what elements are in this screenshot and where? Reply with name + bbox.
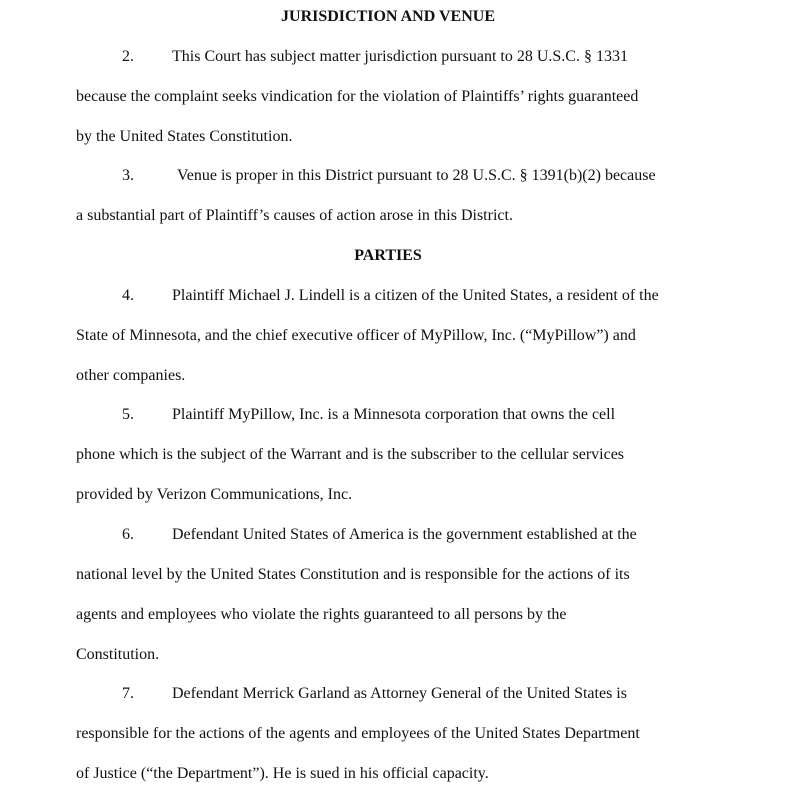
paragraph-2-line-1: This Court has subject matter jurisdiction pursuant to 28 U.S.C. § 1331 <box>172 48 628 65</box>
paragraph-number-5: 5. <box>122 406 134 423</box>
paragraph-4-line-1: Plaintiff Michael J. Lindell is a citizen of the United States, a resident of the <box>172 287 659 304</box>
section-heading-parties: PARTIES <box>354 247 422 264</box>
paragraph-number-6: 6. <box>122 526 134 543</box>
paragraph-6-line-4: Constitution. <box>76 646 160 663</box>
paragraph-4-line-2: State of Minnesota, and the chief executive officer of MyPillow, Inc. (“MyPillow”) and <box>76 327 636 344</box>
paragraph-2-line-2: because the complaint seeks vindication for the violation of Plaintiffs’ rights guaranteed <box>76 88 639 105</box>
paragraph-7-line-3: of Justice (“the Department”). He is sued in his official capacity. <box>76 765 489 782</box>
paragraph-7-line-1: Defendant Merrick Garland as Attorney General of the United States is <box>172 685 627 702</box>
paragraph-2-line-3: by the United States Constitution. <box>76 128 293 145</box>
paragraph-5-line-1: Plaintiff MyPillow, Inc. is a Minnesota corporation that owns the cell <box>172 406 616 423</box>
paragraph-number-2: 2. <box>122 48 134 65</box>
paragraph-number-4: 4. <box>122 287 134 304</box>
paragraph-3-line-2: a substantial part of Plaintiff’s causes of action arose in this District. <box>76 207 513 224</box>
paragraph-7-line-2: responsible for the actions of the agents and employees of the United States Department <box>76 725 640 742</box>
paragraph-3-line-1: Venue is proper in this District pursuant to 28 U.S.C. § 1391(b)(2) because <box>177 167 656 184</box>
paragraph-number-3: 3. <box>122 167 134 184</box>
section-heading-jurisdiction: JURISDICTION AND VENUE <box>281 8 495 25</box>
paragraph-5-line-2: phone which is the subject of the Warrant and is the subscriber to the cellular services <box>76 446 625 463</box>
paragraph-4-line-3: other companies. <box>76 367 186 384</box>
paragraph-6-line-1: Defendant United States of America is the government established at the <box>172 526 637 543</box>
paragraph-5-line-3: provided by Verizon Communications, Inc. <box>76 486 353 503</box>
paragraph-6-line-3: agents and employees who violate the rights guaranteed to all persons by the <box>76 606 567 623</box>
paragraph-6-line-2: national level by the United States Constitution and is responsible for the actions of its <box>76 566 630 583</box>
paragraph-number-7: 7. <box>122 685 134 702</box>
